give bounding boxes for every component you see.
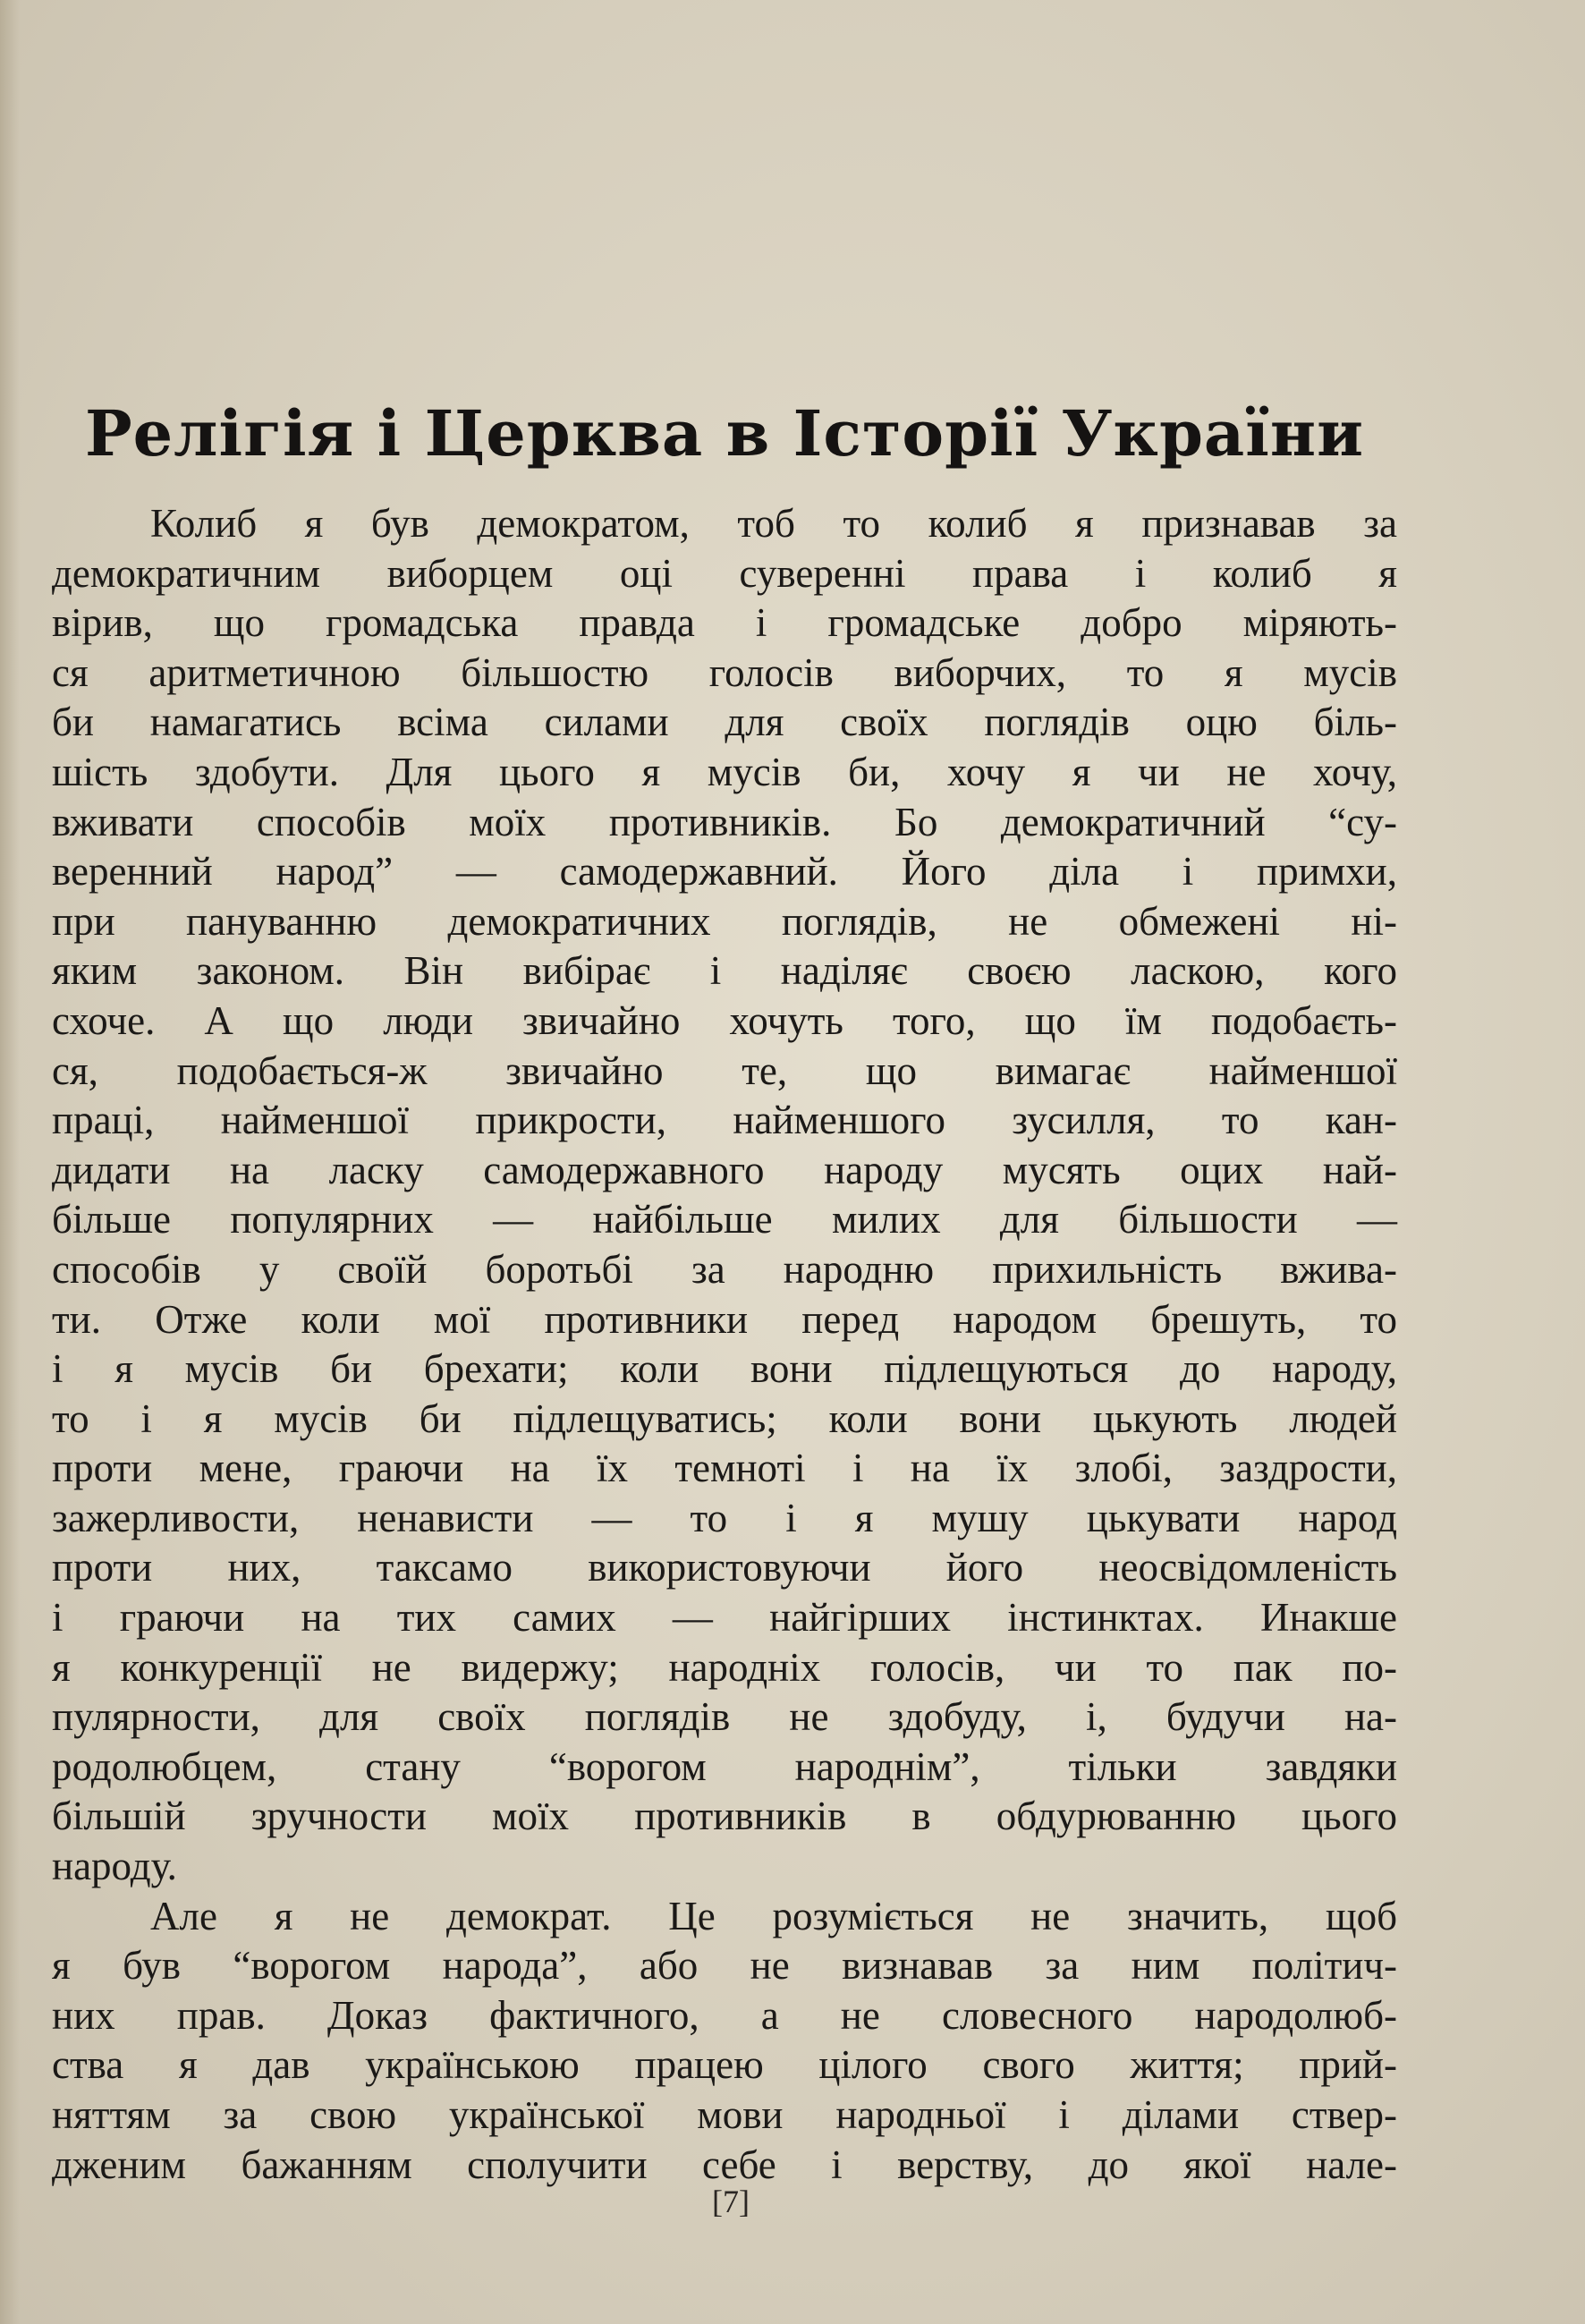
text-line: ся аритметичною більшостю голосів виборчих, то я мусів <box>52 649 1397 695</box>
text-line: при пануванню демократичних поглядів, не обмежені ні- <box>52 898 1397 944</box>
text-line: і граючи на тих самих — найгірших інстинктах. Инакше <box>52 1595 1397 1641</box>
text-line: проти них, таксамо використовуючи його неосвідомленість <box>52 1545 1397 1590</box>
text-line: родолюбцем, стану “ворогом народнім”, тільки завдяки <box>52 1743 1397 1789</box>
text-line: няттям за свою української мови народньої і ділами ствер- <box>52 2092 1397 2137</box>
text-line: яким законом. Він вибірає і наділяє своєю ласкою, кого <box>52 948 1397 994</box>
chapter-title: Релігія і Церква в Історії України <box>84 396 1365 471</box>
text-line: демократичним виборцем оці суверенні права і колиб я <box>52 550 1397 596</box>
text-line: би намагатись всіма силами для своїх поглядів оцю біль- <box>52 700 1397 745</box>
text-line: проти мене, граючи на їх темноті і на їх злобі, заздрости, <box>52 1446 1397 1491</box>
text-line: ства я дав українською працею цілого свого життя; прий- <box>52 2042 1397 2088</box>
text-line: зажерливости, ненависти — то і я мушу цькувати народ <box>52 1495 1397 1540</box>
text-line: то і я мусів би підлещуватись; коли вони цькують людей <box>52 1395 1397 1441</box>
text-line: дженим бажанням сполучити себе і верству, до якої нале- <box>52 2142 1397 2187</box>
text-line: я був “ворогом народа”, або не визнавав за ним політич- <box>52 1943 1397 1989</box>
text-line: шість здобути. Для цього я мусів би, хочу я чи не хочу, <box>52 749 1397 794</box>
text-line: них прав. Доказ фактичного, а не словесного народолюб- <box>52 1992 1397 2038</box>
text-line: вірив, що громадська правда і громадське добро міряють- <box>52 600 1397 646</box>
text-line: схоче. А що люди звичайно хочуть того, що їм подобаєть- <box>52 997 1397 1043</box>
text-line: Колиб я був демократом, тоб то колиб я признавав за <box>150 501 1397 546</box>
text-line: народу. <box>52 1844 177 1889</box>
body-text <box>52 499 1397 2190</box>
text-line: і я мусів би брехати; коли вони підлещуються до народу, <box>52 1346 1397 1392</box>
text-line: дидати на ласку самодержавного народу мусять оцих най- <box>52 1147 1397 1192</box>
text-line: більше популярних — найбільше милих для більшости — <box>52 1197 1397 1243</box>
text-line: пулярности, для своїх поглядів не здобуду, і, будучи на- <box>52 1694 1397 1740</box>
text-line: Але я не демократ. Це розуміється не значить, щоб <box>150 1893 1397 1938</box>
text-line: більшій зручности моїх противників в обдурюванню цього <box>52 1794 1397 1839</box>
text-line: способів у своїй боротьбі за народню прихильність вжива- <box>52 1246 1397 1292</box>
text-line: праці, найменшої прикрости, найменшого зусилля, то кан- <box>52 1098 1397 1143</box>
text-line: ти. Отже коли мої противники перед народом брешуть, то <box>52 1296 1397 1342</box>
page-edge-shadow <box>0 0 20 2324</box>
text-line: я конкуренції не видержу; народніх голосів, чи то пак по- <box>52 1644 1397 1690</box>
page-number: [7] <box>712 2184 750 2219</box>
text-line: веренний народ” — самодержавний. Його діла і примхи, <box>52 849 1397 895</box>
text-line: ся, подобається-ж звичайно те, що вимагає найменшої <box>52 1047 1397 1093</box>
text-line: вживати способів моїх противників. Бо демократичний “су- <box>52 799 1397 844</box>
